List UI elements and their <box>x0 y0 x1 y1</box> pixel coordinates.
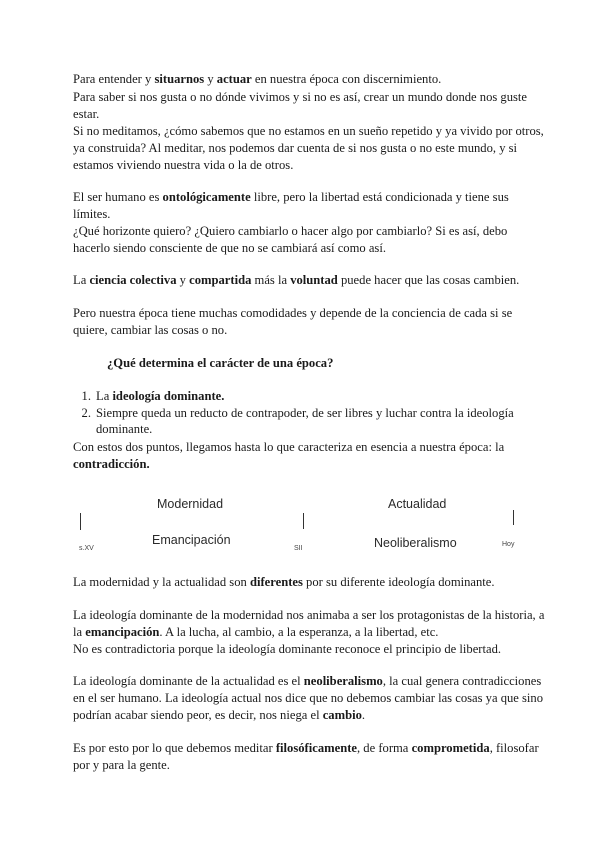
p1-line-2: Para saber si nos gusta o no dónde vivimos y si no es así, crear un mundo donde nos guste <box>73 90 528 104</box>
p2-line-3: ¿Qué horizonte quiero? ¿Quiero cambiarlo o hacer algo por cambiarlo? Si es así, debo <box>73 224 508 238</box>
list-item-2-continued: dominante. <box>96 422 153 436</box>
p5-line-2: contradicción. <box>73 457 150 471</box>
tick-label-end: Hoy <box>502 541 515 548</box>
document-page: Para entender y situarnos y actuar en nuestra época con discernimiento. Para saber si nos gusta o no dónde vivimos y si no es así, crear un mundo donde nos guste estar. Si no meditamos, ¿cómo sabemos que no estamos en un sueño repetido y ya vivido por otros, ya construida? Al meditar, nos podemos dar cuenta de si nos gusta o no este mundo, y si estamos viviendo nuestra vida o la de otros. El ser humano es ontológicamente libre, pero la libertad está condicionada y tiene sus límites. ¿Qué horizonte quiero? ¿Quiero cambiarlo o hacer algo por cambiarlo? Si es así, debo hacerlo siendo consciente de que no se cambiará así como así. La ciencia colectiva y compartida más la voluntad puede hacer que las cosas cambien. Pero nuestra época tiene muchas comodidades y depende de la conciencia de cada si se quiere, cambiar las cosas o no. ¿Qué determina el carácter de una época? 1. La ideología dominante. 2. Siempre queda un reducto de contrapoder, de ser libres y luchar contra la ideología dominante. Con estos dos puntos, llegamos hasta lo que caracteriza en esencia a nuestra época: la contradicción. Modernidad Actualidad Emancipación Neoliberalismo s.XV SII Hoy La modernidad y la actualidad son diferentes por su diferente ideología dominante. La ideología dominante de la modernidad nos animaba a ser los protagonistas de la historia, a la emancipación. A la lucha, al cambio, a la esperanza, a la libertad, etc. No es contradictoria porque la ideología dominante reconoce el principio de libertad. La ideología dominante de la actualidad es el neoliberalismo, la cual genera contradicciones en el ser humano. La ideología actual nos dice que no debemos cambiar las cosas ya que sino podrían acabar siendo peor, es decir, nos niega el cambio. Es por esto por lo que debemos meditar filosóficamente, de forma comprometida, filosofar por y para la gente. <box>0 0 600 848</box>
p8-line-2: en el ser humano. La ideología actual nos dice que no debemos cambiar las cosas ya que sino <box>73 691 544 705</box>
tick-middle <box>303 513 304 529</box>
p7-line-1: La ideología dominante de la modernidad nos animaba a ser los protagonistas de la historia, a <box>73 608 545 622</box>
tick-start <box>80 513 81 530</box>
label-modernidad: Modernidad <box>157 497 224 511</box>
p9-line-2: por y para la gente. <box>73 758 170 772</box>
p6-line: La modernidad y la actualidad son diferentes por su diferente ideología dominante. <box>73 575 495 589</box>
p2-line-2: límites. <box>73 207 111 221</box>
p1-line-6: estamos viviendo nuestra vida o la de otros. <box>73 158 294 172</box>
tick-label-start: s.XV <box>79 545 94 552</box>
p5-line-1: Con estos dos puntos, llegamos hasta lo que caracteriza en esencia a nuestra época: la <box>73 440 505 454</box>
label-actualidad: Actualidad <box>388 497 447 511</box>
p2-line-1: El ser humano es ontológicamente libre, pero la libertad está condicionada y tiene sus <box>73 190 509 204</box>
p1-line-4: Si no meditamos, ¿cómo sabemos que no estamos en un sueño repetido y ya vivido por otros, <box>73 124 544 138</box>
p1-line-5: ya construida? Al meditar, nos podemos dar cuenta de si nos gusta o no este mundo, y si <box>73 141 518 155</box>
p7-line-2: la emancipación. A la lucha, al cambio, a la esperanza, a la libertad, etc. <box>73 625 439 639</box>
label-neoliberalismo: Neoliberalismo <box>374 536 457 550</box>
p4-line-1: Pero nuestra época tiene muchas comodidades y depende de la conciencia de cada si se <box>73 306 513 320</box>
p8-line-3: podrían acabar siendo peor, es decir, nos niega el cambio. <box>73 708 366 722</box>
section-heading: ¿Qué determina el carácter de una época? <box>107 356 334 370</box>
label-emancipacion: Emancipación <box>152 533 231 547</box>
tick-label-middle: SII <box>294 545 303 552</box>
p3-line: La ciencia colectiva y compartida más la voluntad puede hacer que las cosas cambien. <box>73 273 520 287</box>
p7-line-3: No es contradictoria porque la ideología dominante reconoce el principio de libertad. <box>73 642 502 656</box>
tick-end <box>513 510 514 525</box>
p1-line-3: estar. <box>73 107 100 121</box>
p8-line-1: La ideología dominante de la actualidad es el neoliberalismo, la cual genera contradicciones <box>73 674 542 688</box>
p1-line-1: Para entender y situarnos y actuar en nuestra época con discernimiento. <box>73 72 442 86</box>
p4-line-2: quiere, cambiar las cosas o no. <box>73 323 228 337</box>
p2-line-4: hacerlo siendo consciente de que no se cambiará así como así. <box>73 241 386 255</box>
p9-line-1: Es por esto por lo que debemos meditar filosóficamente, de forma comprometida, filosofar <box>73 741 539 755</box>
